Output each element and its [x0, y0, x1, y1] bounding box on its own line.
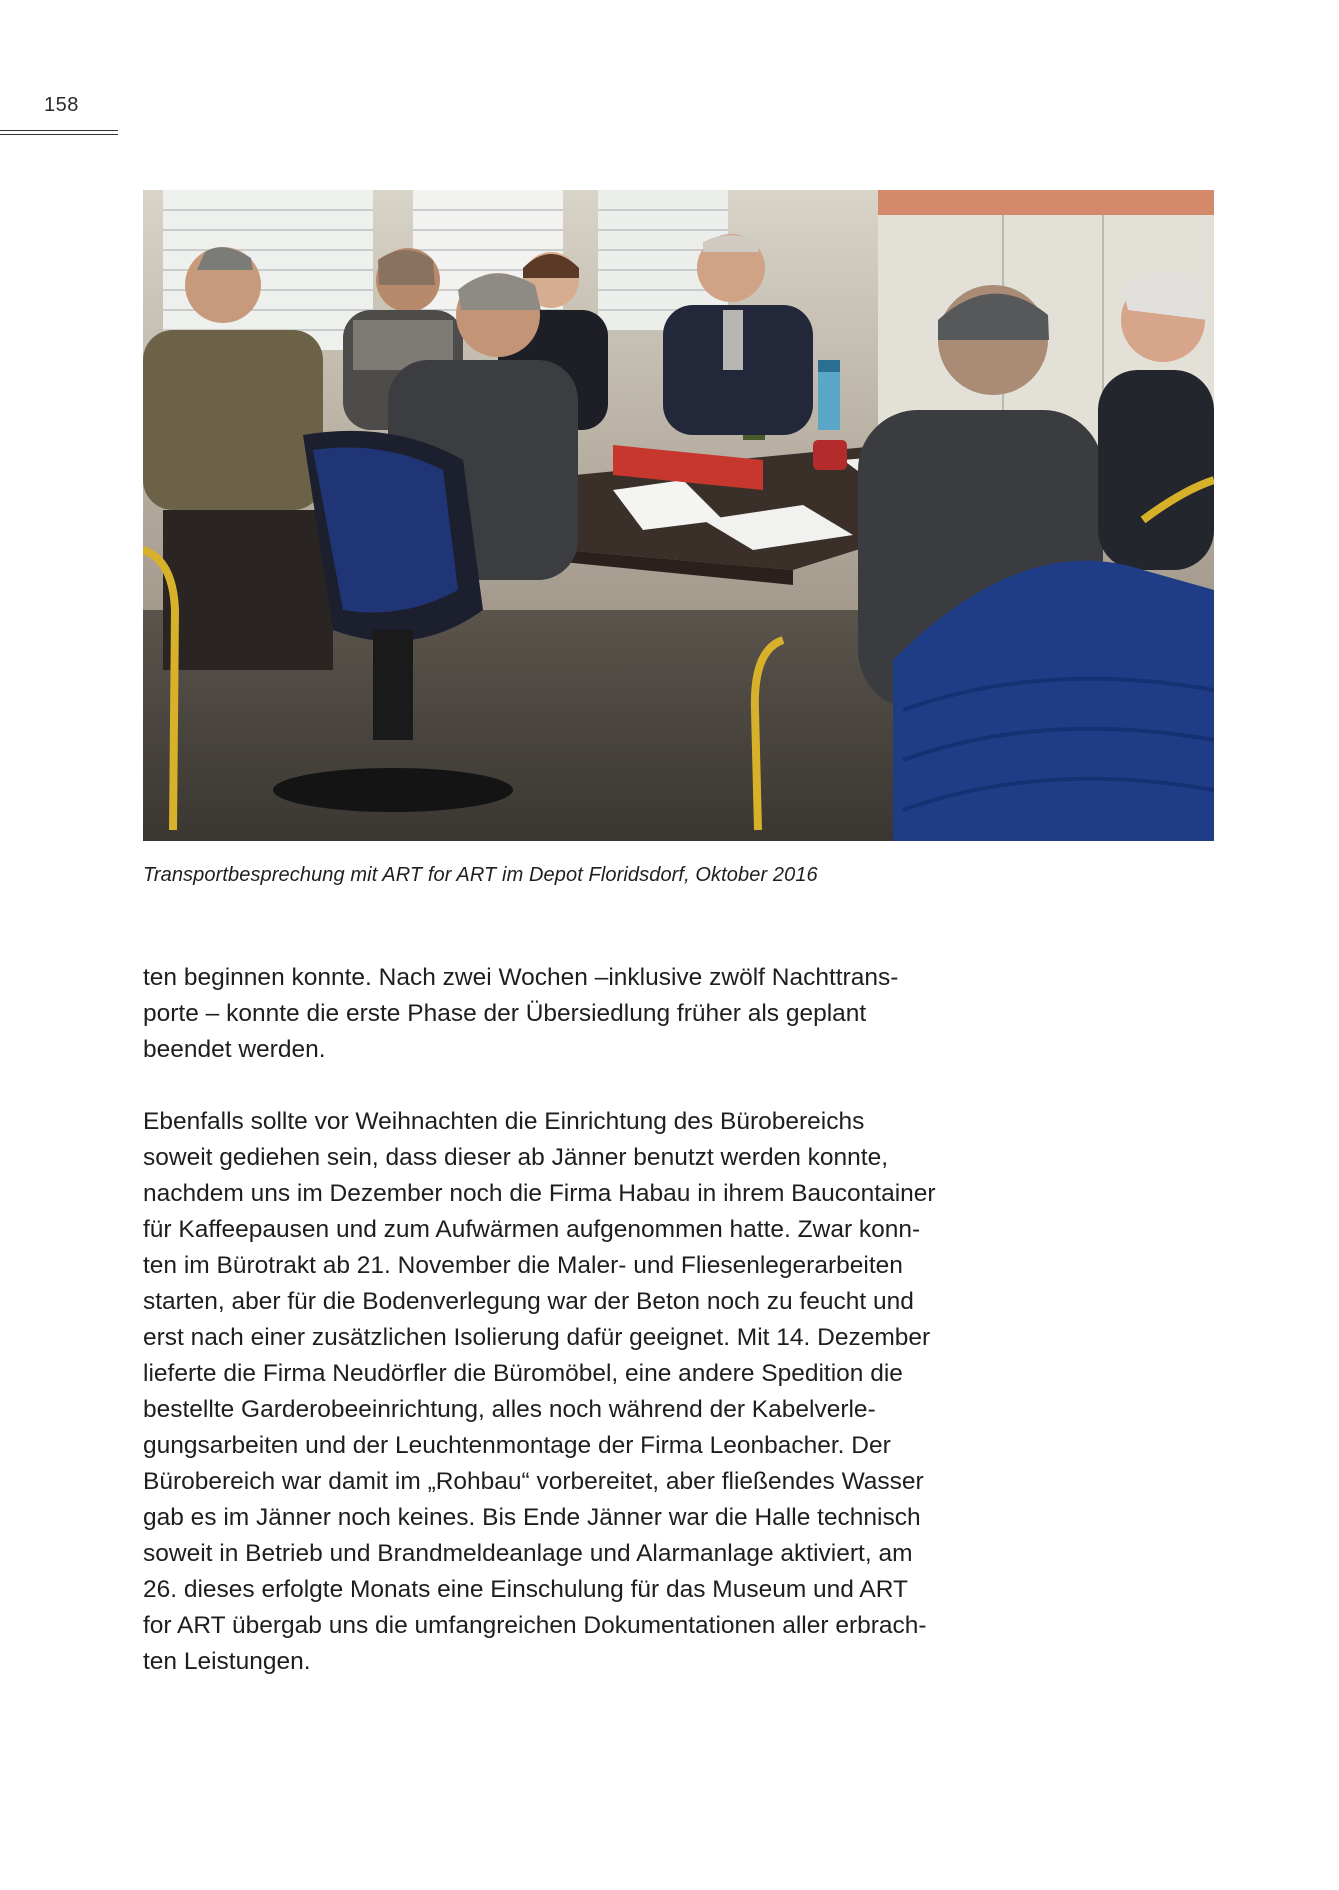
paragraph: [143, 1104, 1043, 1680]
header-rule: [0, 130, 118, 131]
meeting-photo: [143, 190, 1214, 841]
text-line: starten, aber für die Bodenverlegung war der Beton noch zu feucht und: [143, 1288, 914, 1315]
text-line: gungsarbeiten und der Leuchtenmontage der Firma Leonbacher. Der: [143, 1432, 891, 1459]
text-line: ten beginnen konnte. Nach zwei Wochen –inklusive zwölf Nachttrans-: [143, 964, 899, 991]
body-text: [143, 960, 1043, 1680]
meeting-photo-illustration: [143, 190, 1214, 841]
text-line: für Kaffeepausen und zum Aufwärmen aufgenommen hatte. Zwar konn-: [143, 1216, 921, 1243]
text-line: soweit gediehen sein, dass dieser ab Jänner benutzt werden konnte,: [143, 1144, 889, 1171]
text-line: for ART übergab uns die umfangreichen Dokumentationen aller erbrach-: [143, 1612, 927, 1639]
text-line: ten im Bürotrakt ab 21. November die Maler- und Fliesenlegerarbeiten: [143, 1252, 903, 1279]
text-line: lieferte die Firma Neudörfler die Büromöbel, eine andere Spedition die: [143, 1360, 903, 1387]
text-line: Ebenfalls sollte vor Weihnachten die Einrichtung des Bürobereichs: [143, 1108, 865, 1135]
text-line: gab es im Jänner noch keines. Bis Ende Jänner war die Halle technisch: [143, 1504, 921, 1531]
text-line: ten Leistungen.: [143, 1648, 311, 1675]
paragraph: [143, 960, 1043, 1068]
header-rule-double: [0, 134, 118, 135]
text-line: nachdem uns im Dezember noch die Firma Habau in ihrem Baucontainer: [143, 1180, 936, 1207]
text-line: porte – konnte die erste Phase der Übersiedlung früher als geplant: [143, 1000, 867, 1027]
text-line: beendet werden.: [143, 1036, 326, 1063]
text-line: Bürobereich war damit im „Rohbau“ vorbereitet, aber fließendes Wasser: [143, 1468, 924, 1495]
text-line: soweit in Betrieb und Brandmeldeanlage und Alarmanlage aktiviert, am: [143, 1540, 913, 1567]
photo-caption: Transportbesprechung mit ART for ART im Depot Floridsdorf, Oktober 2016: [143, 864, 818, 886]
text-line: erst nach einer zusätzlichen Isolierung dafür geeignet. Mit 14. Dezember: [143, 1324, 931, 1351]
text-line: 26. dieses erfolgte Monats eine Einschulung für das Museum und ART: [143, 1576, 908, 1603]
text-line: bestellte Garderobeeinrichtung, alles noch während der Kabelverle-: [143, 1396, 876, 1423]
page-number: 158: [44, 94, 79, 116]
